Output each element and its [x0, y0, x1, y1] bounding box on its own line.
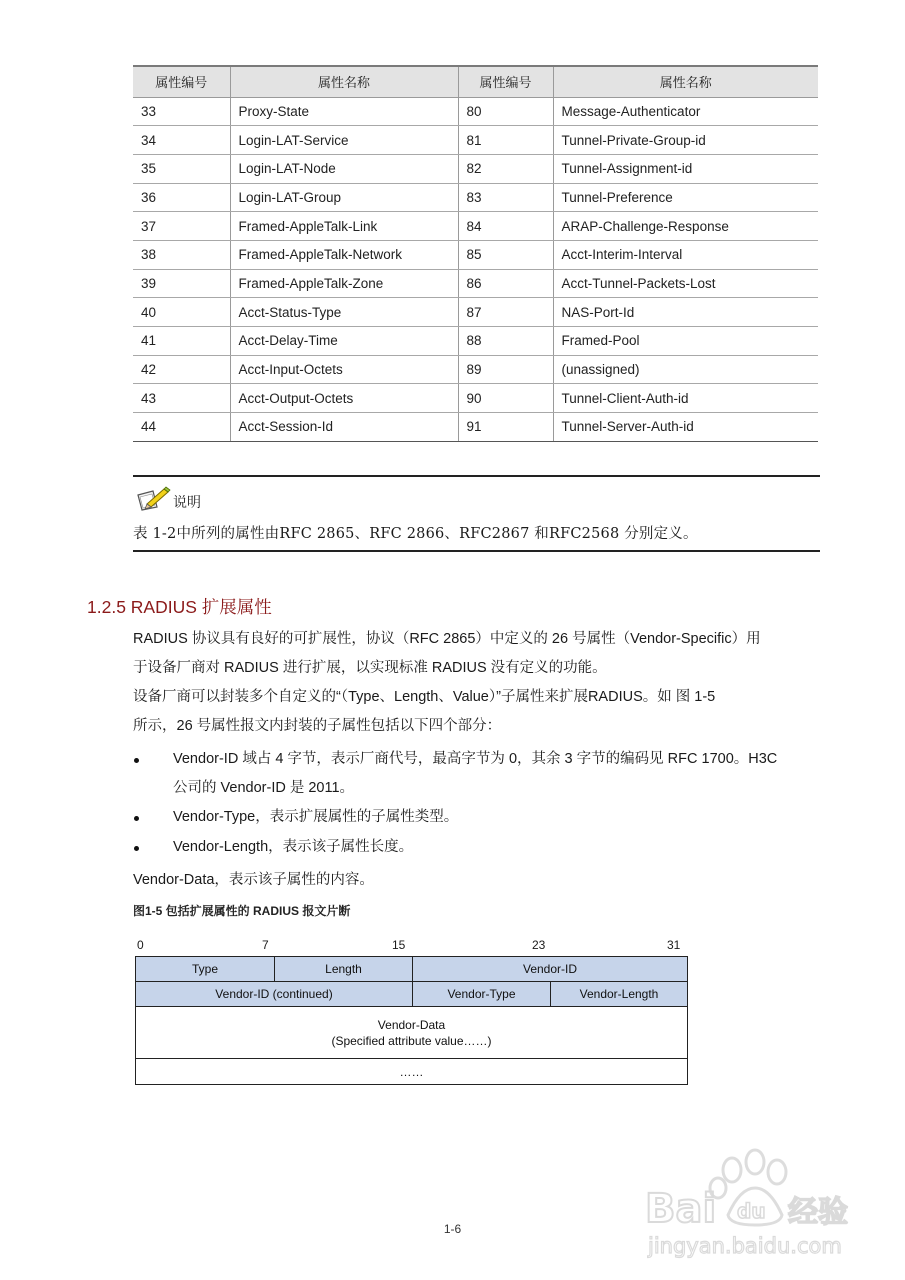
attr-name: Tunnel-Server-Auth-id [553, 413, 818, 442]
attr-name: Framed-AppleTalk-Network [230, 240, 458, 269]
field-ellipsis: …… [399, 1064, 424, 1079]
attr-name: Proxy-State [230, 97, 458, 126]
attr-number: 41 [133, 327, 230, 356]
attr-number: 85 [458, 240, 553, 269]
table-row [133, 355, 818, 384]
attr-name: Acct-Delay-Time [230, 327, 458, 356]
attr-name: Tunnel-Preference [553, 183, 818, 212]
paragraph-vendor-data: Vendor-Data，表示该子属性的内容。 [133, 872, 374, 888]
note-header [135, 486, 201, 512]
field-vendor-data [136, 1007, 687, 1058]
paragraph-extensibility [133, 625, 823, 683]
attr-name: Login-LAT-Group [230, 183, 458, 212]
paragraph-line: 设备厂商可以封装多个自定义的“（Type、Length、Value）”子属性来扩展RADIUS。如 图 1-5 [133, 689, 716, 705]
bullet-icon [134, 758, 139, 763]
table-row [133, 97, 818, 126]
attr-name: Framed-AppleTalk-Link [230, 212, 458, 241]
bit-label: 7 [262, 938, 269, 952]
field-sublabel: (Specified attribute value……) [331, 1033, 492, 1048]
note-title: 说明 [173, 494, 201, 510]
attr-name: Login-LAT-Node [230, 154, 458, 183]
table-row [133, 327, 818, 356]
list-item [133, 833, 823, 863]
bit-label: 31 [667, 938, 681, 952]
attr-number: 34 [133, 126, 230, 155]
svg-text:Bai: Bai [645, 1186, 717, 1232]
table-row [133, 183, 818, 212]
table-row [133, 154, 818, 183]
field-vendor-id: Vendor-ID [412, 957, 687, 981]
attr-name: Framed-Pool [553, 327, 818, 356]
bit-label: 15 [392, 938, 406, 952]
list-item-line: Vendor-Type，表示扩展属性的子属性类型。 [173, 809, 459, 825]
bullet-icon [134, 816, 139, 821]
bullet-icon [134, 846, 139, 851]
attr-number: 89 [458, 355, 553, 384]
field-vendor-type: Vendor-Type [412, 982, 550, 1006]
attr-number: 81 [458, 126, 553, 155]
field-type: Type [136, 957, 274, 981]
attr-name: Acct-Session-Id [230, 413, 458, 442]
note-box [133, 475, 820, 552]
table-header-row [133, 66, 818, 97]
attr-name: (unassigned) [553, 355, 818, 384]
attr-name: Acct-Output-Octets [230, 384, 458, 413]
packet-row [136, 957, 687, 982]
attr-number: 44 [133, 413, 230, 442]
attr-name: ARAP-Challenge-Response [553, 212, 818, 241]
bit-label: 23 [532, 938, 546, 952]
list-item-line: Vendor-ID 域占 4 字节，表示厂商代号，最高字节为 0，其余 3 字节的编码见 RFC 1700。H3C [173, 751, 778, 767]
note-text: 表 1-2中所列的属性由RFC 2865、RFC 2866、RFC2867 和RFC2568 分别定义。 [133, 526, 698, 542]
attr-name: Acct-Status-Type [230, 298, 458, 327]
attr-number: 39 [133, 269, 230, 298]
attr-number: 36 [133, 183, 230, 212]
attr-number: 37 [133, 212, 230, 241]
field-vendor-id-continued: Vendor-ID (continued) [136, 982, 412, 1006]
table-row [133, 212, 818, 241]
svg-text:jingyan.baidu.com: jingyan.baidu.com [648, 1234, 842, 1258]
attr-name: Login-LAT-Service [230, 126, 458, 155]
list-item [133, 803, 823, 833]
list-item-line: Vendor-Length，表示该子属性长度。 [173, 839, 414, 855]
packet-fields [135, 956, 688, 1085]
attr-number: 33 [133, 97, 230, 126]
note-pencil-icon [135, 486, 171, 512]
header-attr-number: 属性编号 [133, 66, 230, 97]
bit-position-labels [135, 938, 688, 956]
section-heading: 1.2.5 RADIUS 扩展属性 [87, 597, 272, 617]
table-row [133, 126, 818, 155]
attr-number: 82 [458, 154, 553, 183]
attr-number: 88 [458, 327, 553, 356]
attr-number: 42 [133, 355, 230, 384]
attr-name: Tunnel-Client-Auth-id [553, 384, 818, 413]
table-row [133, 384, 818, 413]
attr-number: 90 [458, 384, 553, 413]
attr-name: Acct-Input-Octets [230, 355, 458, 384]
packet-diagram [135, 938, 688, 1085]
baidu-jingyan-watermark-icon [640, 1140, 880, 1270]
attr-number: 91 [458, 413, 553, 442]
attr-number: 38 [133, 240, 230, 269]
attr-number: 43 [133, 384, 230, 413]
attr-name: Tunnel-Assignment-id [553, 154, 818, 183]
attr-number: 40 [133, 298, 230, 327]
header-attr-number: 属性编号 [458, 66, 553, 97]
svg-text:经验: 经验 [788, 1195, 848, 1230]
figure-caption: 图1-5 包括扩展属性的 RADIUS 报文片断 [133, 904, 351, 918]
attr-name: Acct-Tunnel-Packets-Lost [553, 269, 818, 298]
table-row [133, 298, 818, 327]
bit-label: 0 [137, 938, 144, 952]
attr-name: Tunnel-Private-Group-id [553, 126, 818, 155]
header-attr-name: 属性名称 [553, 66, 818, 97]
attr-name: NAS-Port-Id [553, 298, 818, 327]
attr-number: 80 [458, 97, 553, 126]
list-item [133, 745, 823, 803]
attr-number: 86 [458, 269, 553, 298]
table-row [133, 413, 818, 442]
field-length: Length [274, 957, 412, 981]
packet-row [136, 982, 687, 1007]
attr-number: 83 [458, 183, 553, 212]
attr-name: Framed-AppleTalk-Zone [230, 269, 458, 298]
table-row [133, 240, 818, 269]
attr-name: Acct-Interim-Interval [553, 240, 818, 269]
attr-number: 87 [458, 298, 553, 327]
attr-number: 35 [133, 154, 230, 183]
attr-name: Message-Authenticator [553, 97, 818, 126]
field-vendor-length: Vendor-Length [550, 982, 687, 1006]
paragraph-line: 于设备厂商对 RADIUS 进行扩展，以实现标准 RADIUS 没有定义的功能。 [133, 660, 607, 676]
paragraph-line: RADIUS 协议具有良好的可扩展性，协议（RFC 2865）中定义的 26 号属性（Vendor-Specific）用 [133, 631, 761, 647]
paragraph-sub-attributes [133, 683, 823, 741]
svg-text:du: du [737, 1199, 766, 1223]
attr-number: 84 [458, 212, 553, 241]
packet-row [136, 1007, 687, 1059]
table-row [133, 269, 818, 298]
header-attr-name: 属性名称 [230, 66, 458, 97]
page-number: 1-6 [443, 1222, 462, 1236]
list-item-line: 公司的 Vendor-ID 是 2011。 [173, 780, 355, 796]
bullet-list [133, 745, 823, 863]
packet-row [136, 1059, 687, 1084]
attribute-table [133, 65, 818, 442]
field-label: Vendor-Data [377, 1017, 446, 1032]
paragraph-line: 所示，26 号属性报文内封装的子属性包括以下四个部分： [133, 718, 502, 734]
